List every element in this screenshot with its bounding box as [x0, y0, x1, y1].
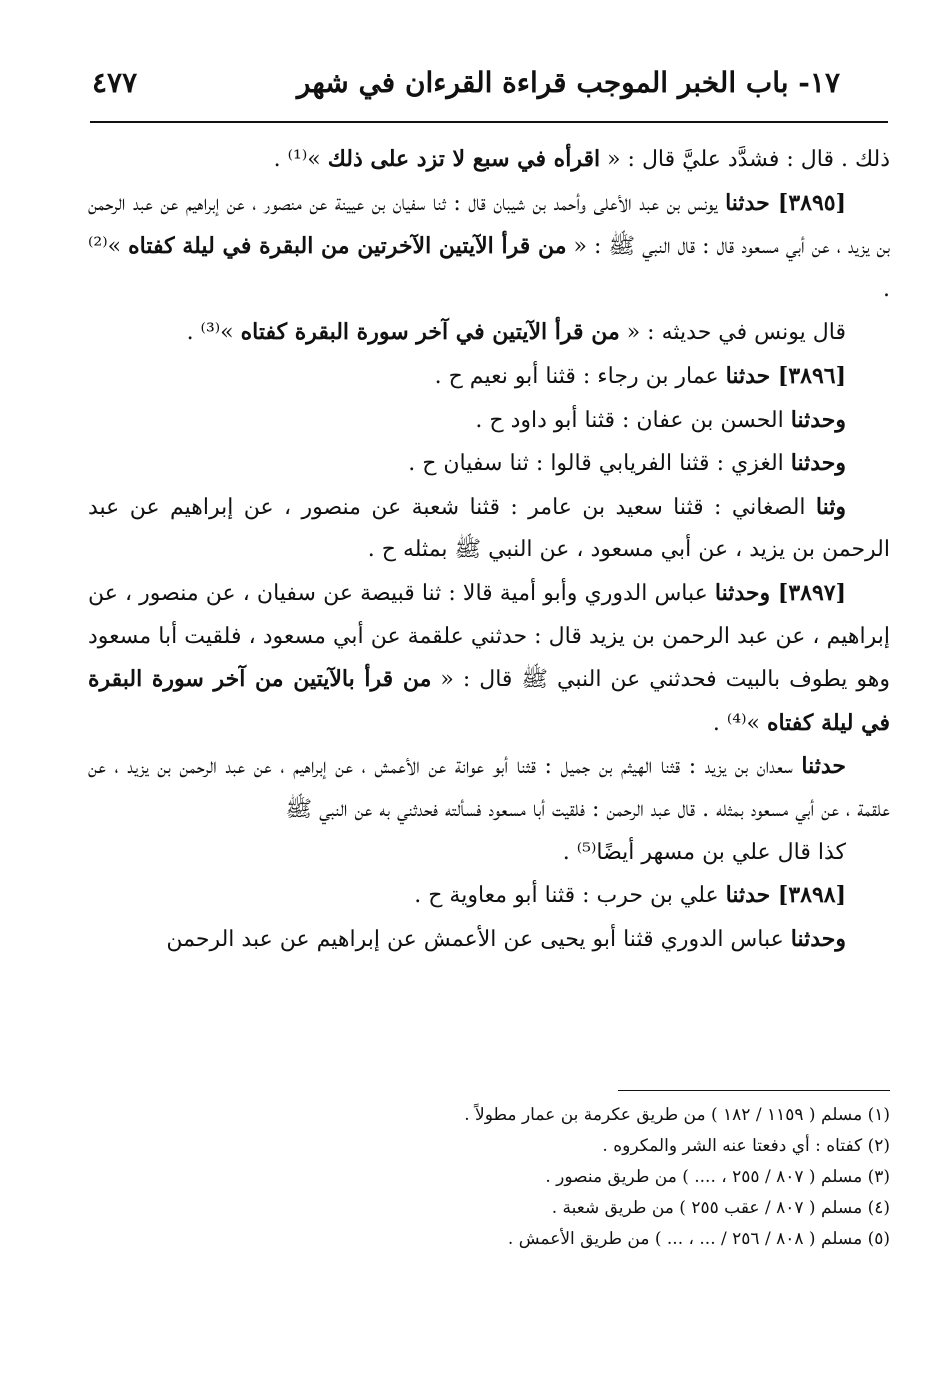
footnote-item: (٥) مسلم ( ٨٠٨ / ٢٥٦ / ... ، ... ) من طريق الأعمش . — [507, 1229, 890, 1249]
narration-keyword: حدثنا — [725, 882, 771, 909]
text-run: علي بن حرب : قثنا أبو معاوية ح . — [414, 883, 726, 909]
hadith-paragraph — [88, 182, 890, 312]
chapter-title: ١٧- باب الخبر الموجب قراءة القرءان في شهر — [296, 66, 840, 99]
text-run: كذا قال علي بن مسهر أيضًا⁽⁵⁾ . — [562, 839, 846, 865]
hadith-number: [٣٨٩٥] — [769, 189, 847, 216]
footnote-item: (٣) مسلم ( ٨٠٧ / ٢٥٥ ، .... ) من طريق منصور . — [545, 1167, 890, 1187]
narration-keyword: وحدثنا — [790, 450, 846, 477]
narration-keyword: وحدثنا — [714, 579, 771, 606]
footnote-item: (٢) كفتاه : أي دفعتا عنه الشر والمكروه . — [602, 1136, 890, 1156]
text-run: »⁽³⁾ . — [186, 320, 241, 346]
footnotes — [88, 1100, 890, 1255]
hadith-quote: من قرأ بالآيتين من آخر سورة البقرة في ليلة كفتاه — [88, 666, 890, 736]
text-run: عباس الدوري قثنا أبو يحيى عن الأعمش عن إبراهيم عن عبد الرحمن — [166, 926, 791, 952]
paragraph — [88, 311, 890, 355]
text-run: »⁽²⁾ . — [88, 234, 890, 302]
hadith-number: [٣٨٩٨] — [770, 882, 846, 909]
paragraph — [88, 486, 890, 572]
text-run: الحسن بن عفان : قثنا أبو داود ح . — [475, 407, 791, 433]
footnote-rule — [618, 1090, 890, 1091]
narration-keyword: وثنا — [815, 493, 846, 520]
hadith-paragraph — [88, 355, 890, 399]
hadith-number: [٣٨٩٧] — [770, 579, 846, 606]
hadith-quote: اقرأه في سبع لا تزد على ذلك — [327, 146, 601, 172]
hadith-quote: من قرأ الآيتين الآخرتين من البقرة في ليلة كفتاه — [128, 233, 567, 260]
text-run: ذلك . قال : فشدَّد عليَّ قال : « — [600, 147, 890, 172]
text-run: يونس بن عبد الأعلى وأحمد بن شيبان قال : ثنا سفيان بن عيينة عن منصور ، عن إبراهيم عن عبد الرحمن بن يزيد ، عن أبي مسعود قال : قال النبي ﷺ : « — [88, 190, 890, 260]
text-run: الغزي : قثنا الفريابي قالوا : ثنا سفيان ح . — [408, 451, 791, 477]
hadith-number: [٣٨٩٦] — [770, 362, 846, 389]
footnote-item: (١) مسلم ( ١١٥٩ / ١٨٢ ) من طريق عكرمة بن عمار مطولاً . — [464, 1105, 890, 1125]
paragraph — [88, 138, 890, 182]
text-run: عمار بن رجاء : قثنا أبو نعيم ح . — [434, 363, 726, 389]
hadith-quote: من قرأ الآيتين في آخر سورة البقرة كفتاه — [240, 319, 620, 346]
text-run: الصغاني : قثنا سعيد بن عامر : قثنا شعبة عن منصور ، عن إبراهيم عن عبد الرحمن بن يزيد ، عن أبي مسعود ، عن النبي ﷺ بمثله ح . — [88, 494, 890, 563]
paragraph — [88, 832, 890, 875]
paragraph — [88, 399, 890, 443]
paragraph — [88, 918, 890, 962]
text-run: »⁽¹⁾ . — [273, 147, 328, 172]
text-run: عباس الدوري وأبو أمية قالا : ثنا قبيصة عن سفيان ، عن منصور ، عن إبراهيم ، عن عبد الرحمن بن يزيد قال : حدثني علقمة عن أبي مسعود ، فلقيت أبا مسعود وهو يطوف بالبيت فحدثني عن النبي ﷺ قال : « — [88, 580, 890, 693]
page-number: ٤٧٧ — [92, 66, 138, 99]
narration-keyword: حدثنا — [801, 753, 846, 780]
main-text — [88, 138, 890, 961]
footnote-item: (٤) مسلم ( ٨٠٧ / عقب ٢٥٥ ) من طريق شعبة . — [551, 1198, 890, 1218]
text-run: »⁽⁴⁾ . — [712, 710, 767, 736]
header-rule — [90, 121, 888, 123]
narration-keyword: حدثنا — [725, 189, 770, 216]
narration-keyword: حدثنا — [725, 362, 771, 389]
paragraph — [88, 442, 890, 486]
hadith-paragraph — [88, 572, 890, 745]
narration-keyword: وحدثنا — [790, 925, 846, 952]
paragraph — [88, 745, 890, 831]
text-run: سعدان بن يزيد : قثنا الهيثم بن جميل : قثنا أبو عوانة عن الأعمش ، عن إبراهيم ، عن عبد الرحمن بن يزيد ، عن علقمة ، عن أبي مسعود بمثله . قال عبد الرحمن : فلقيت أبا مسعود فسألته فحدثني به عن النبي ﷺ — [88, 754, 890, 822]
hadith-paragraph — [88, 874, 890, 918]
narration-keyword: وحدثنا — [790, 406, 846, 433]
text-run: قال يونس في حديثه : « — [619, 320, 846, 346]
